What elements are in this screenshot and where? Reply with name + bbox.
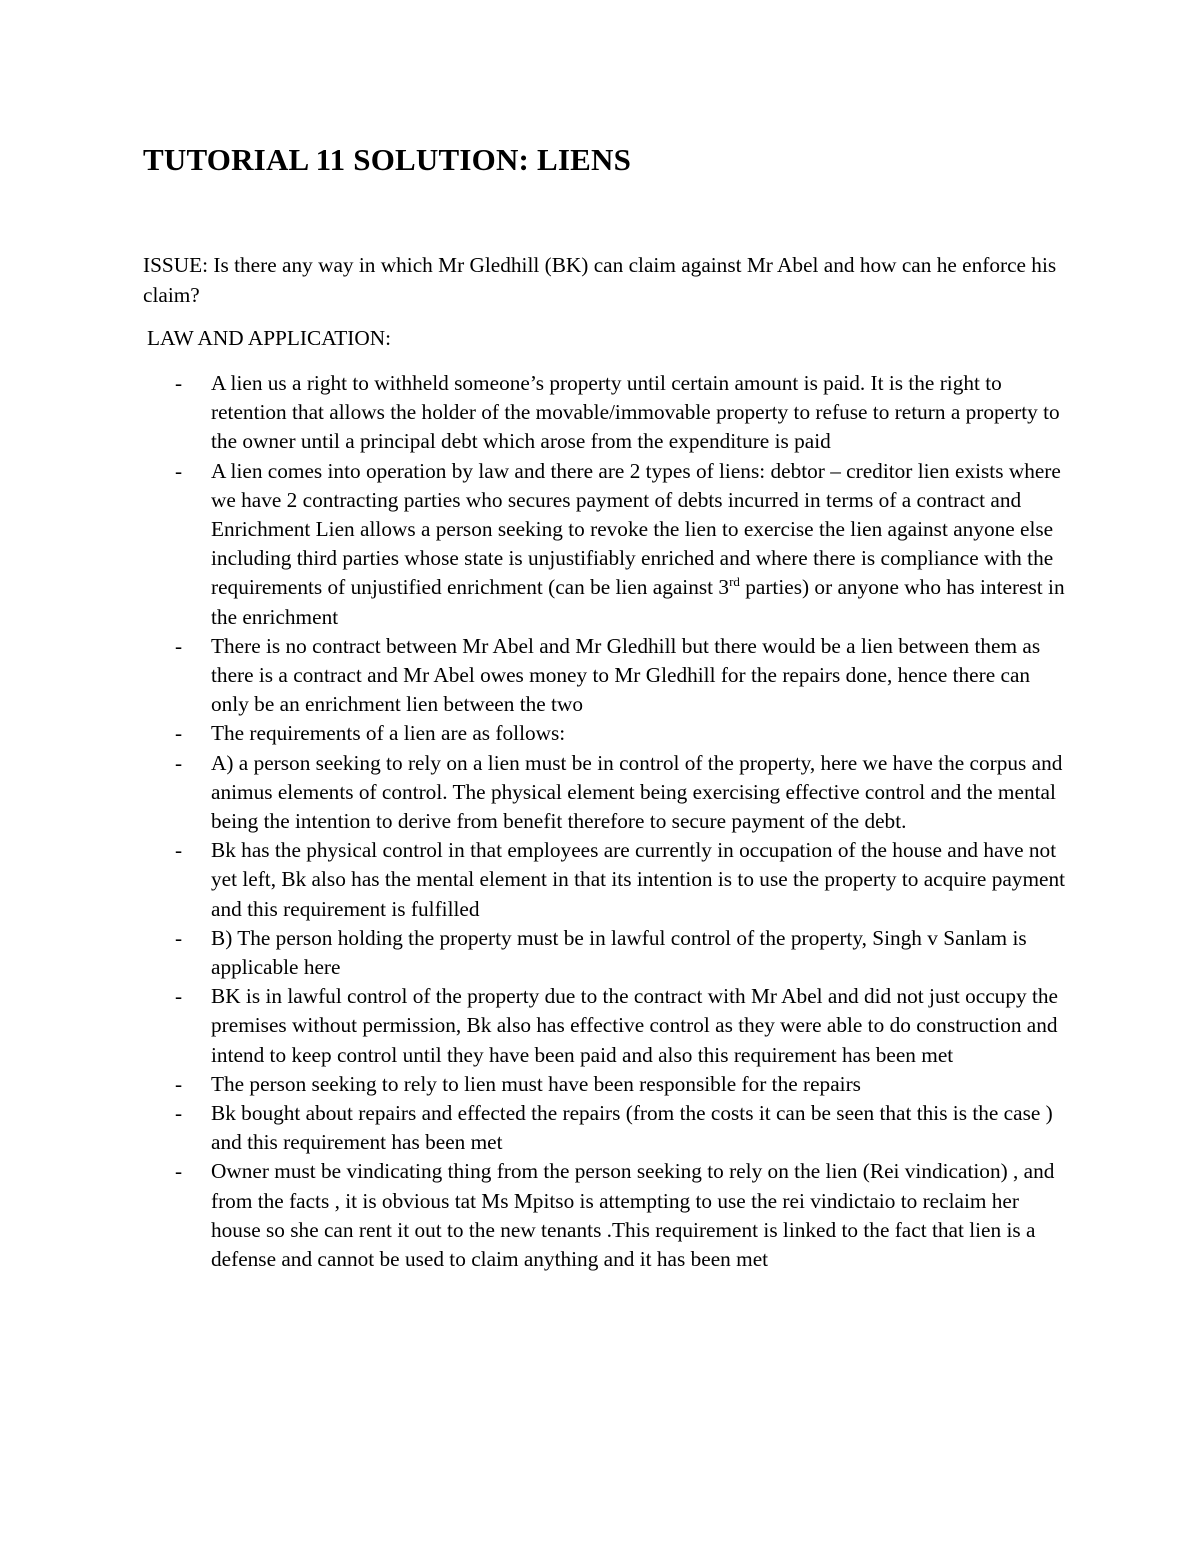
list-item-text-part: parties) or anyone who has interest in the enrichment	[211, 575, 1065, 629]
bullet-dash: -	[175, 1101, 183, 1126]
list-item-text: A lien us a right to withheld someone’s property until certain amount is paid. It is the right to retention that allows the holder of the movable/immovable property to refuse to return a property to the owner until a principal debt which arose from the expenditure is paid	[211, 371, 1060, 454]
list-item	[0, 1157, 1069, 1274]
bullet-dash: -	[175, 1071, 183, 1096]
list-item-text: The requirements of a lien are as follows:	[211, 721, 566, 746]
list-item-text: There is no contract between Mr Abel and Mr Gledhill but there would be a lien between them as there is a contract and Mr Abel owes money to Mr Gledhill for the repairs done, hence there can only be an enrichment lien between the two	[211, 633, 1041, 717]
document-title: TUTORIAL 11 SOLUTION: LIENS	[143, 142, 632, 177]
list-item	[0, 457, 1069, 632]
ordinal-superscript: rd	[729, 574, 740, 590]
list-item	[0, 1070, 1069, 1099]
list-item	[0, 836, 1069, 924]
list-item	[0, 632, 1069, 720]
bullet-dash: -	[175, 371, 183, 395]
list-item-text-part: A lien comes into operation by law and there are 2 types of liens: debtor – creditor lien exists where we have 2 contracting parties who secures payment of debts incurred in terms of a contract and Enrichment Lien allows a person seeking to revoke the lien to exercise the lien against anyone else including third parties whose state is unjustifiably enriched and where there is compliance with the requirements of unjustified enrichment (can be lien against 3	[211, 458, 1061, 600]
list-item	[0, 924, 1069, 982]
bullet-dash: -	[175, 750, 183, 775]
list-item-text: Bk has the physical control in that employees are currently in occupation of the house and have not yet left, Bk also has the mental element in that its intention is to use the property to acquire payment and this requirement is fulfilled	[211, 838, 1066, 921]
list-item-text	[211, 459, 1065, 629]
issue-paragraph: ISSUE: Is there any way in which Mr Gledhill (BK) can claim against Mr Abel and how can he enforce his claim?	[143, 253, 1057, 307]
bullet-dash: -	[175, 984, 183, 1009]
bullet-dash: -	[175, 1159, 183, 1184]
list-item	[0, 749, 1069, 837]
bullet-dash: -	[175, 458, 183, 483]
list-item-text: Bk bought about repairs and effected the repairs (from the costs it can be seen that this is the case ) and this requirement has been met	[211, 1101, 1053, 1155]
list-item-text: B) The person holding the property must be in lawful control of the property, Singh v Sanlam is applicable here	[211, 925, 1027, 980]
list-item-text: Owner must be vindicating thing from the person seeking to rely on the lien (Rei vindication) , and from the facts , it is obvious tat Ms Mpitso is attempting to use the rei vindictaio to reclaim her house so she can rent it out to the new tenants .This requirement is linked to the fact that lien is a defense and cannot be used to claim anything and it has been met	[211, 1159, 1055, 1272]
bullet-dash: -	[175, 925, 183, 950]
list-item	[0, 1099, 1069, 1157]
list-item	[0, 719, 1069, 748]
law-and-application-heading: LAW AND APPLICATION:	[147, 326, 392, 350]
list-item	[0, 982, 1069, 1070]
bullet-dash: -	[175, 721, 183, 746]
bullet-dash: -	[175, 633, 183, 658]
bullet-dash: -	[175, 838, 183, 863]
list-item-text: The person seeking to rely to lien must have been responsible for the repairs	[211, 1071, 861, 1096]
list-item-text: BK is in lawful control of the property due to the contract with Mr Abel and did not just occupy the premises without permission, Bk also has effective control as they were able to do construction and intend to keep control until they have been paid and also this requirement has been met	[211, 984, 1058, 1067]
list-item-text: A) a person seeking to rely on a lien must be in control of the property, here we have the corpus and animus elements of control. The physical element being exercising effective control and the mental being the intention to derive from benefit therefore to secure payment of the debt.	[211, 750, 1063, 834]
list-item	[0, 369, 1069, 457]
bullet-list	[0, 369, 1200, 1274]
